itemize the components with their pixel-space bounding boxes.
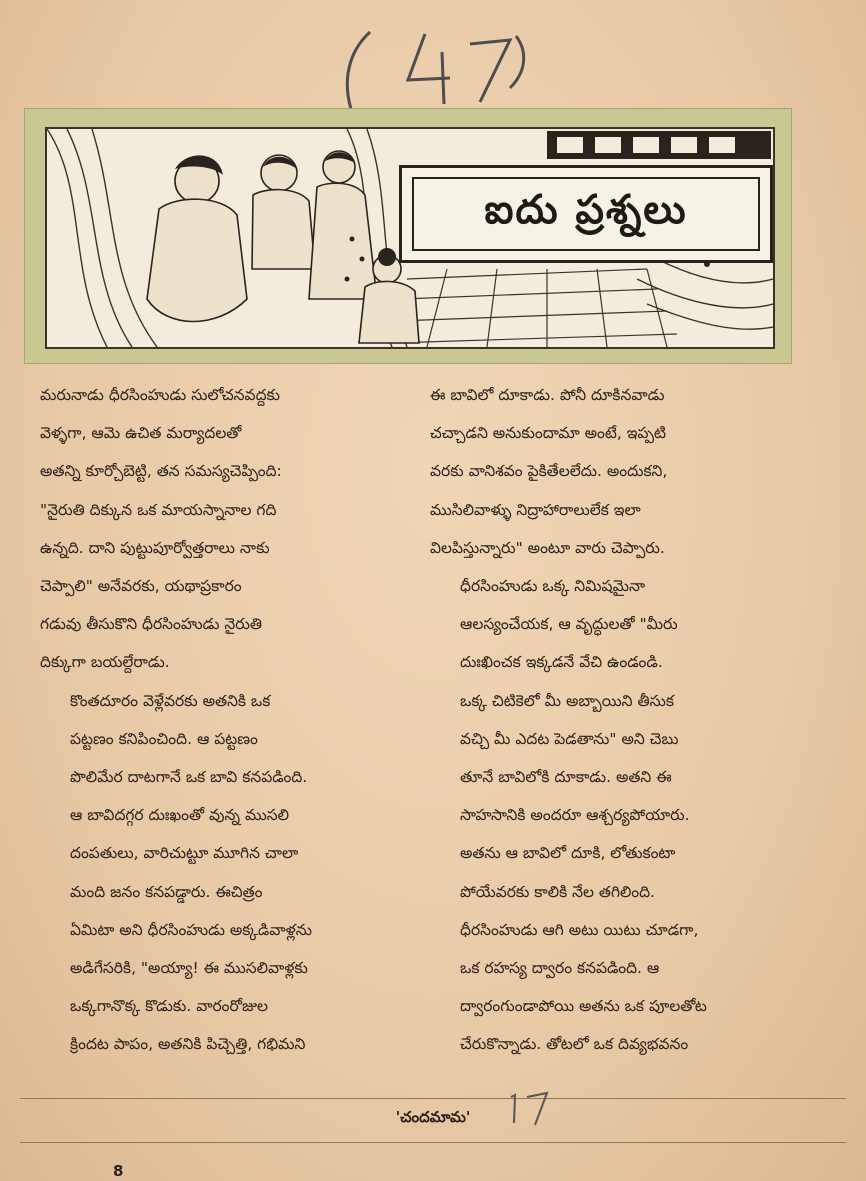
text-line: పట్టణం కనిపించింది. ఆ పట్టణం xyxy=(70,729,258,748)
text-line: గడువు తీసుకొని ధీరసింహుడు నైరుతి xyxy=(40,615,262,634)
text-line: చచ్చాడని అనుకుందామా అంటే, ఇప్పటి xyxy=(430,424,667,443)
magazine-name: 'చందమామ' xyxy=(395,1108,471,1126)
text-line: ద్వారంగుండాపోయి అతను ఒక పూలతోట xyxy=(460,997,707,1016)
text-line: ధీరసింహుడు ఆగి అటు యిటు చూడగా, xyxy=(460,920,699,939)
text-line: ముసిలివాళ్ళు నిద్రాహారాలులేక ఇలా xyxy=(430,500,641,519)
text-line: ఒక్క చిటికెలో మీ అబ్బాయిని తీసుక xyxy=(460,691,674,710)
title-plaque xyxy=(399,165,773,263)
text-line: కొంతదూరం వెళ్లేవరకు అతనికి ఒక xyxy=(70,691,271,710)
text-line: దుఃఖించక ఇక్కడనే వేచి ఉండండి. xyxy=(460,653,663,672)
story-header-banner xyxy=(24,108,792,364)
handwritten-side-number xyxy=(505,1087,555,1127)
text-line: పోయేవరకు కాలికి నేల తగిలింది. xyxy=(460,882,655,901)
text-line: చెప్పాలి" అనేవరకు, యథాప్రకారం xyxy=(40,577,242,596)
header-illustration xyxy=(45,127,775,349)
text-line: విలపిస్తున్నారు" అంటూ వారు చెప్పారు. xyxy=(430,538,665,557)
text-line: "నైరుతి దిక్కున ఒక మాయస్నానాల గది xyxy=(40,500,277,519)
text-line: చేరుకొన్నాడు. తోటలో ఒక దివ్యభవనం xyxy=(460,1035,689,1054)
text-line: దంపతులు, వారిచుట్టూ మూగిన చాలా xyxy=(70,844,299,863)
paragraph xyxy=(430,376,810,567)
left-text-column xyxy=(40,376,420,1064)
footer-rule-top xyxy=(20,1098,846,1099)
text-line: తూనే బావిలోకి దూకాడు. అతని ఈ xyxy=(460,768,672,787)
text-line: ధీరసింహుడు ఒక్క నిమిషమైనా xyxy=(460,577,646,596)
paragraph xyxy=(430,567,810,834)
text-line: క్రిందట పాపం, అతనికి పిచ్చెత్తి, గభిమని xyxy=(70,1035,306,1054)
text-line: దిక్కుగా బయల్దేరాడు. xyxy=(40,653,170,672)
text-line: వరకు వానిశవం పైకితేలలేదు. అందుకని, xyxy=(430,462,668,481)
text-line: అడిగేసరికి, "అయ్యా! ఈ ముసలివాళ్లకు xyxy=(70,959,308,978)
story-title: ఐదు ప్రశ్నలు xyxy=(412,177,760,251)
text-line: ఈ బావిలో దూకాడు. పోనీ దూకినవాడు xyxy=(430,386,665,404)
right-text-column xyxy=(430,376,810,1064)
text-line: ఆ బావిదగ్గర దుఃఖంతో వున్న ముసలి xyxy=(70,806,289,825)
text-line: ఏమిటా అని ధీరసింహుడు అక్కడివాళ్లను xyxy=(70,920,312,939)
text-line: సాహసానికి అందరూ ఆశ్చర్యపోయారు. xyxy=(460,806,690,825)
text-line: పొలిమేర దాటగానే ఒక బావి కనపడింది. xyxy=(70,768,308,787)
paragraph xyxy=(40,682,420,1064)
text-line: వెళ్ళగా, ఆమె ఉచిత మర్యాదలతో xyxy=(40,424,242,443)
paragraph xyxy=(430,834,810,1063)
text-line: మరునాడు ధీరసింహుడు సులోచనవద్దకు xyxy=(40,386,280,404)
text-line: అతన్ని కూర్చోబెట్టి, తన సమస్యచెప్పింది: xyxy=(40,462,282,481)
page-number: 8 xyxy=(113,1162,124,1180)
footer-rule-bottom xyxy=(20,1142,846,1143)
text-line: అతను ఆ బావిలో దూకి, లోతుకంటా xyxy=(460,844,676,863)
text-line: ఉన్నది. దాని పుట్టుపూర్వోత్తరాలు నాకు xyxy=(40,538,270,557)
text-line: మంది జనం కనపడ్డారు. ఈచిత్రం xyxy=(70,882,263,901)
text-line: ఒక్కగానొక్క కొడుకు. వారంరోజుల xyxy=(70,997,268,1016)
paragraph xyxy=(40,376,420,682)
text-line: ఆలస్యంచేయక, ఆ వృద్ధులతో "మీరు xyxy=(460,615,678,634)
handwritten-page-reference xyxy=(330,22,530,117)
text-line: వచ్చి మీ ఎదట పెడతాను" అని చెబు xyxy=(460,729,679,748)
text-line: ఒక రహస్య ద్వారం కనపడింది. ఆ xyxy=(460,959,660,978)
